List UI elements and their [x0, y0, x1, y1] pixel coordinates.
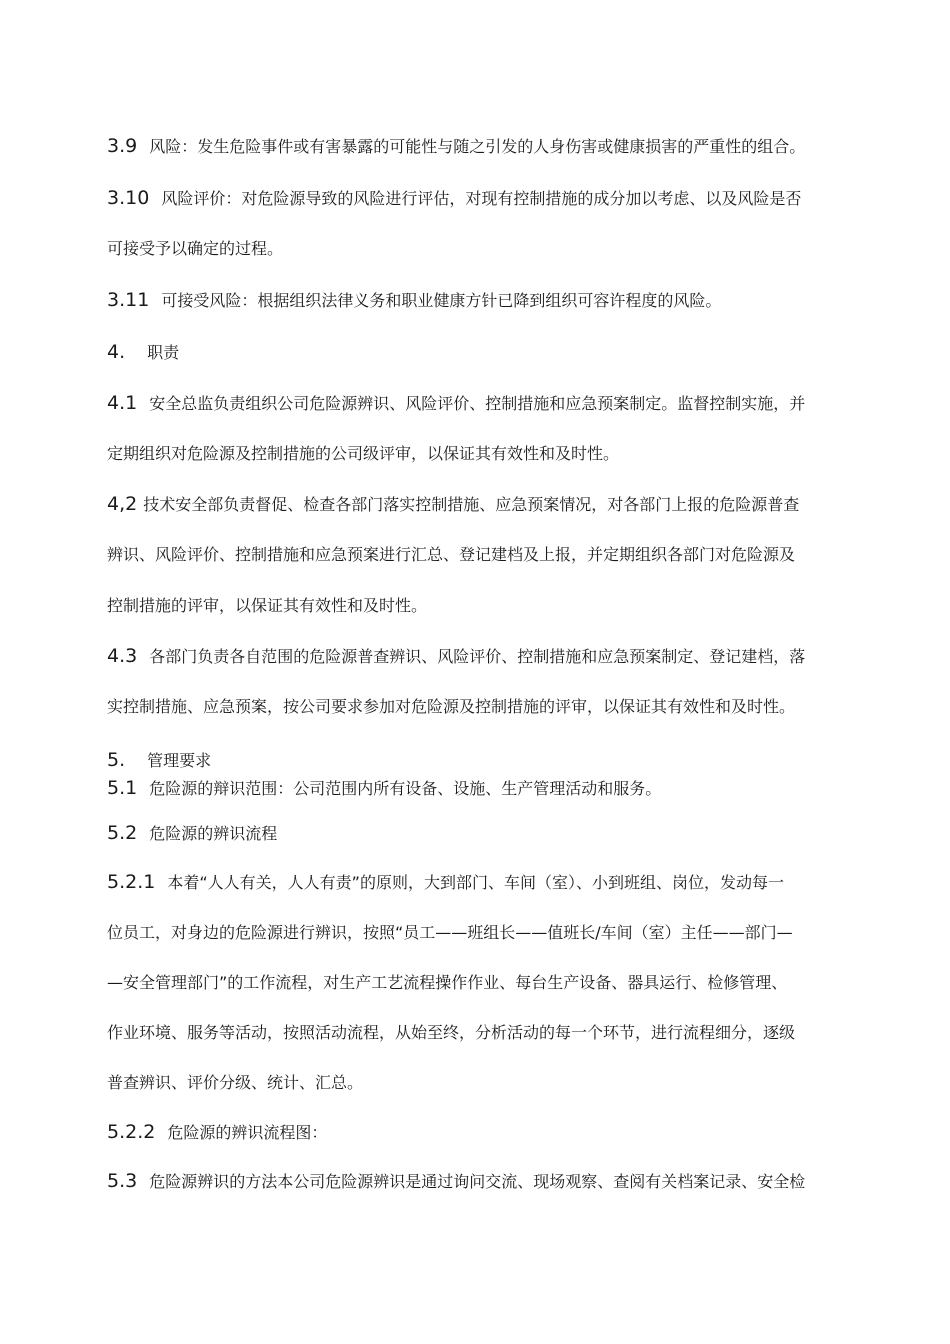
clause-4-3-continued: [107, 696, 847, 718]
clause-text: 控制措施的评审，以保证其有效性和及时性。: [107, 596, 428, 615]
section-5-heading: [107, 749, 847, 772]
clause-text: 本着“人人有关，人人有责”的原则，大到部门、车间（室）、小到班组、岗位，发动每一: [167, 873, 784, 892]
clause-3-9: [107, 135, 847, 158]
clause-number: 5.2.2: [107, 1121, 156, 1143]
section-title: 职责: [147, 343, 180, 362]
clause-5-2: [107, 822, 847, 845]
section-number: 4.: [107, 341, 126, 363]
clause-5-2-1-continued: [107, 1022, 847, 1044]
clause-3-10: [107, 187, 847, 210]
clause-number: 5.2.1: [107, 871, 156, 893]
clause-text: 位员工，对身边的危险源进行辨识，按照“员工——班组长——值班长/车间（室）主任——部门—: [107, 923, 793, 942]
clause-text: 辨识、风险评价、控制措施和应急预案进行汇总、登记建档及上报，并定期组织各部门对危险源及: [107, 545, 796, 564]
clause-text: 作业环境、服务等活动，按照活动流程，从始至终，分析活动的每一个环节，进行流程细分，逐级: [107, 1023, 796, 1042]
section-4-heading: [107, 341, 847, 364]
clause-text: 危险源的辩识范围：公司范围内所有设备、设施、生产管理活动和服务。: [149, 779, 662, 798]
clause-3-11: [107, 289, 847, 312]
clause-text: 各部门负责各自范围的危险源普查辨识、风险评价、控制措施和应急预案制定、登记建档，落: [149, 647, 806, 666]
section-title: 管理要求: [147, 751, 212, 770]
clause-number: 4,2: [107, 493, 138, 515]
clause-5-2-1-continued: [107, 1072, 847, 1094]
clause-text: 危险源的辨识流程图：: [167, 1123, 328, 1142]
clause-number: 3.9: [107, 135, 138, 157]
clause-5-2-2: [107, 1121, 847, 1144]
clause-text: 普查辨识、评价分级、统计、汇总。: [107, 1073, 364, 1092]
clause-text: 危险源辨识的方法本公司危险源辨识是通过询问交流、现场观察、查阅有关档案记录、安全检: [149, 1172, 806, 1191]
clause-5-2-1-continued: [107, 972, 847, 994]
clause-3-10-continued: [107, 238, 847, 260]
clause-text: 定期组织对危险源及控制措施的公司级评审，以保证其有效性和及时性。: [107, 444, 620, 463]
clause-text: 危险源的辨识流程: [149, 824, 278, 843]
clause-number: 3.10: [107, 187, 150, 209]
clause-text: 风险：发生危险事件或有害暴露的可能性与随之引发的人身伤害或健康损害的严重性的组合。: [149, 137, 806, 156]
clause-4-3: [107, 645, 847, 668]
clause-4-2-continued: [107, 544, 847, 566]
clause-number: 3.11: [107, 289, 150, 311]
section-number: 5.: [107, 749, 126, 771]
clause-text: 风险评价：对危险源导致的风险进行评估，对现有控制措施的成分加以考虑、以及风险是否: [161, 189, 802, 208]
clause-4-1: [107, 392, 847, 415]
clause-text: 技术安全部负责督促、检查各部门落实控制措施、应急预案情况，对各部门上报的危险源普查: [143, 495, 800, 514]
clause-text: 安全总监负责组织公司危险源辨识、风险评价、控制措施和应急预案制定。监督控制实施，并: [149, 394, 806, 413]
clause-number: 4.3: [107, 645, 138, 667]
clause-4-1-continued: [107, 443, 847, 465]
clause-5-2-1: [107, 871, 847, 894]
clause-number: 5.2: [107, 822, 138, 844]
clause-text: —安全管理部门”的工作流程，对生产工艺流程操作作业、每台生产设备、器具运行、检修管理、: [107, 973, 788, 992]
clause-text: 实控制措施、应急预案，按公司要求参加对危险源及控制措施的评审，以保证其有效性和及时性。: [107, 697, 796, 716]
clause-5-1: [107, 777, 847, 800]
clause-number: 5.3: [107, 1170, 138, 1192]
clause-5-2-1-continued: [107, 922, 847, 944]
clause-4-2-continued: [107, 595, 847, 617]
clause-number: 4.1: [107, 392, 138, 414]
clause-5-3: [107, 1170, 847, 1193]
clause-4-2: [107, 493, 847, 516]
clause-number: 5.1: [107, 777, 138, 799]
clause-text: 可接受予以确定的过程。: [107, 239, 284, 258]
clause-text: 可接受风险：根据组织法律义务和职业健康方针已降到组织可容许程度的风险。: [161, 291, 722, 310]
